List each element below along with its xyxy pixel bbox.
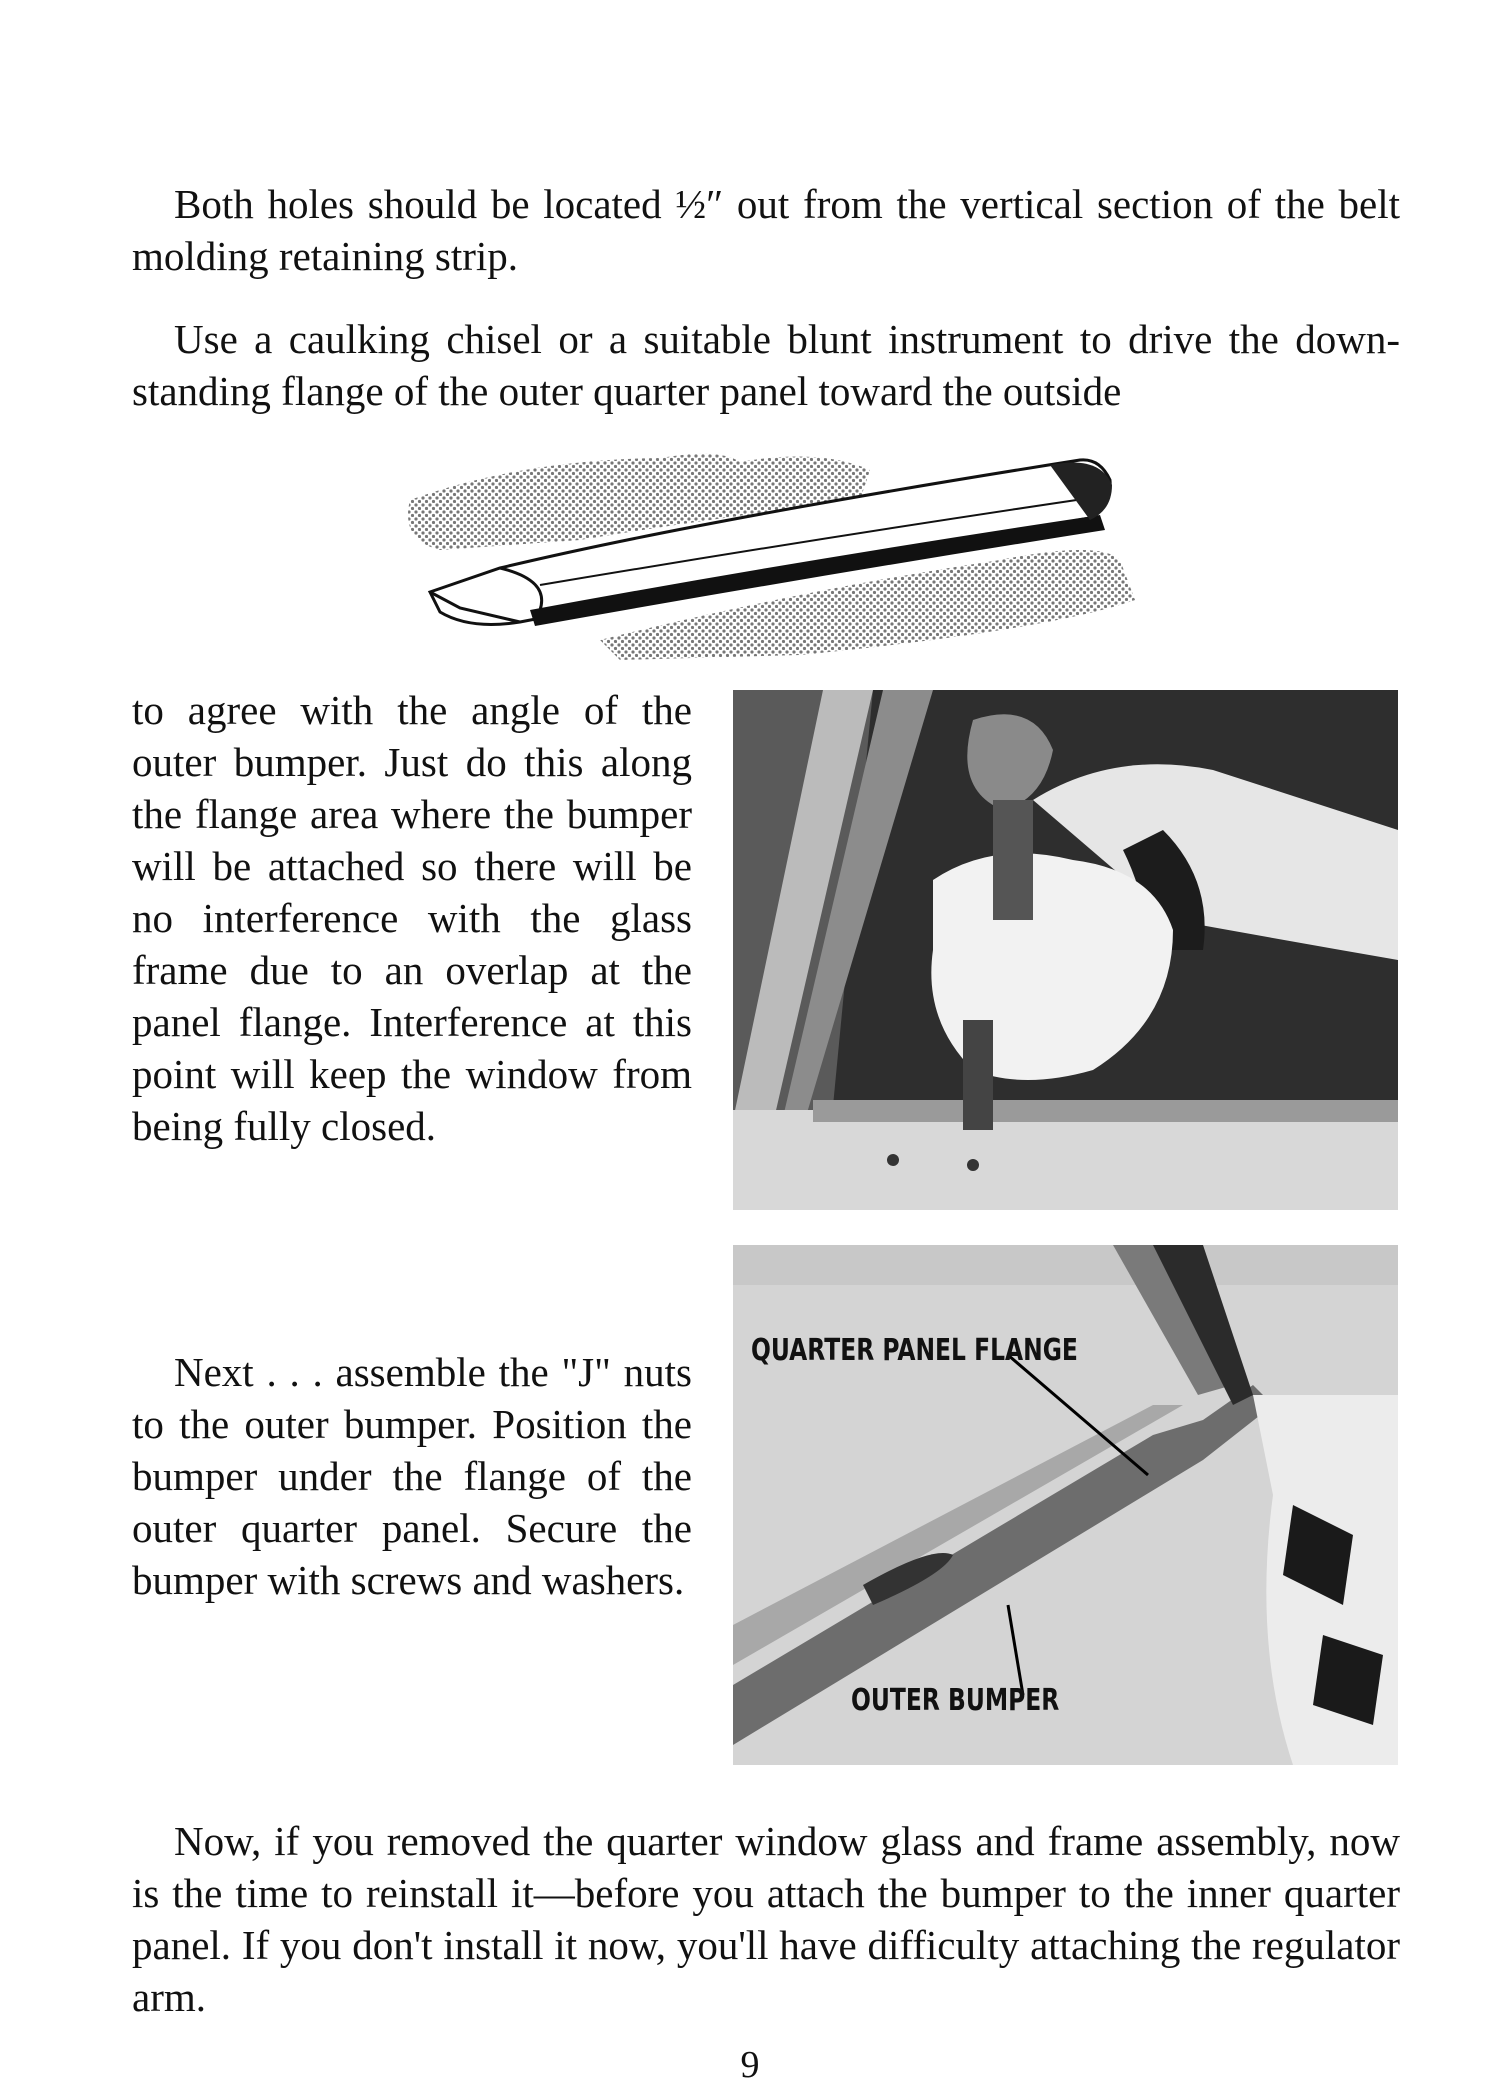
page-number: 9	[740, 2044, 760, 2086]
photo-hammer-chisel	[733, 690, 1398, 1210]
paragraph-1: Both holes should be located ½″ out from the vertical section of the belt molding retaining strip.	[132, 181, 1400, 279]
label-outer-bumper: OUTER BUMPER	[851, 1683, 1060, 1718]
label-quarter-panel-flange: QUARTER PANEL FLANGE	[751, 1333, 1078, 1368]
photo-quarter-panel	[733, 1245, 1398, 1765]
paragraph-3: to agree with the angle of the outer bumper. Just do this along the flange area where the bumper will be attached so there will be no interference with the glass frame due to an overlap at the panel flange. Interference at this point will keep the window from being fully closed.	[132, 687, 692, 1149]
paragraph-2: Use a caulking chisel or a suitable blunt instrument to drive the down-standing flange of the outer quarter panel toward the outside	[132, 316, 1400, 414]
paragraph-4: Next . . . assemble the "J" nuts to the outer bumper. Position the bumper under the flange of the outer quarter panel. Secure the bumper with screws and washers.	[132, 1349, 692, 1603]
chisel-illustration	[400, 440, 1180, 660]
paragraph-5: Now, if you removed the quarter window glass and frame assembly, now is the time to reinstall it—before you attach the bumper to the inner quarter panel. If you don't install it now, you'll have difficulty attaching the regulator arm.	[132, 1818, 1400, 2020]
